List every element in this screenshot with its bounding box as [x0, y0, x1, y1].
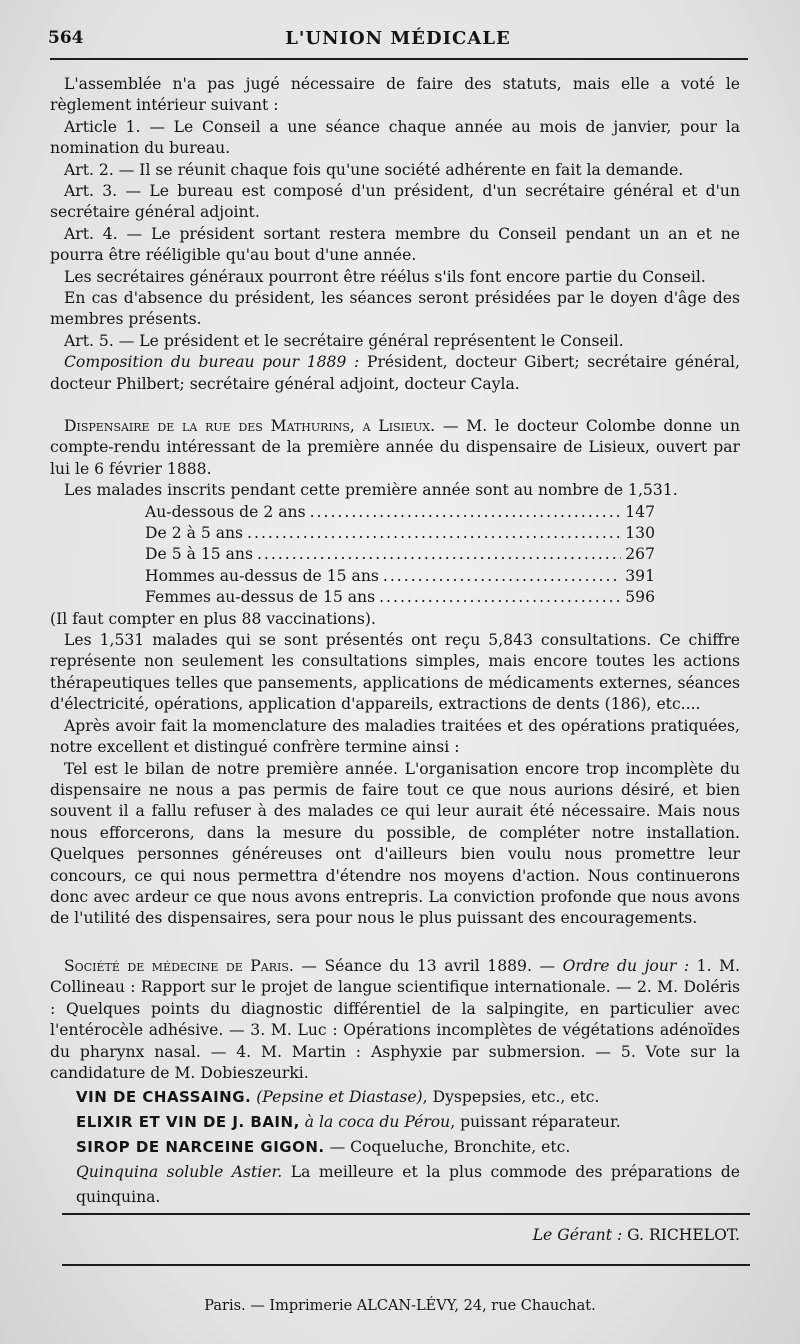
article-1: Article 1. — Le Conseil a une séance chaque année au mois de janvier, pour la nomination du bureau.: [50, 117, 740, 158]
ad-quinquina-astier: [76, 1160, 740, 1210]
gerant-name: G. RICHELOT.: [622, 1226, 740, 1244]
leader-dots: [379, 587, 621, 608]
vaccinations-note: (Il faut compter en plus 88 vaccinations).: [50, 609, 376, 628]
dispensaire-heading: Dispensaire de la rue des Mathurins, a Lisieux.: [64, 417, 436, 435]
ad-vin-chassaing: [76, 1085, 740, 1110]
bureau-label: Composition du bureau pour 1889 :: [64, 353, 360, 372]
stat-value: 267: [625, 545, 655, 564]
article-3: Art. 3. — Le bureau est composé d'un président, d'un secrétaire général et d'un secrétaire général adjoint.: [50, 182, 740, 222]
article-4: Art. 4. — Le président sortant restera membre du Conseil pendant un an et ne pourra être rééligible qu'au bout d'une année.: [50, 224, 740, 265]
printer-imprint: Paris. — Imprimerie ALCAN-LÉVY, 24, rue Chauchat.: [204, 1298, 596, 1314]
ad-elixir-bain: [76, 1110, 740, 1135]
ordre-label: Ordre du jour :: [562, 957, 690, 975]
stat-row: [145, 587, 655, 608]
stat-value: 391: [625, 566, 655, 585]
societe-heading: Société de médecine de Paris.: [64, 957, 294, 975]
ad-elixir-bain-title: ELIXIR ET VIN DE J. BAIN,: [76, 1113, 300, 1131]
stat-row: [145, 566, 655, 587]
societe-paragraph: [50, 956, 740, 1084]
stat-label: Hommes au-dessus de 15 ans: [145, 566, 379, 585]
leader-dots: [257, 544, 621, 565]
leader-dots: [310, 502, 622, 523]
ad-vin-chassaing-title: VIN DE CHASSAING.: [76, 1088, 252, 1106]
stat-value: 130: [625, 524, 655, 543]
page-number: 564: [48, 28, 84, 48]
footer-rule-bottom: [62, 1264, 750, 1266]
stat-label: De 2 à 5 ans: [145, 524, 244, 543]
ordre-text: 1. M. Collineau : Rapport sur le projet de langue scientifique internationale. — 2. M. Doléris : Quelques points du diagnostic différentiel de la salpingite, en particulier avec l'entérocèle adhésive. — 3. M. Luc : Opérations incomplètes de végétations adénoïdes du pharynx nasal. — 4. M. Martin : Asphyxie par submersion. — 5. Vote sur la candidature de M. Dobieszeurki.: [50, 957, 741, 1083]
page-header: [48, 28, 748, 52]
bureau-text: Président, docteur Gibert; secrétaire général, docteur Philbert; secrétaire général adjoint, docteur Cayla.: [50, 353, 740, 393]
dispensaire-total: Les malades inscrits pendant cette première année sont au nombre de 1,531.: [64, 481, 678, 500]
conseil-intro: L'assemblée n'a pas jugé nécessaire de faire des statuts, mais elle a voté le règlement intérieur suivant :: [50, 75, 740, 115]
reeligibles-paragraph: Les secrétaires généraux pourront être réélus s'ils font encore partie du Conseil.: [64, 267, 706, 286]
stat-label: Femmes au-dessus de 15 ans: [145, 588, 376, 607]
ad-elixir-bain-sub: à la coca du Pérou: [299, 1113, 451, 1131]
stat-value: 596: [625, 588, 655, 607]
leader-dots: [247, 523, 621, 544]
societe-section: [50, 956, 740, 1084]
ad-elixir-bain-text: , puissant réparateur.: [450, 1113, 621, 1131]
ad-vin-chassaing-text: , Dyspepsies, etc., etc.: [422, 1088, 600, 1106]
article-5: Art. 5. — Le président et le secrétaire général représentent le Conseil.: [64, 331, 624, 350]
stat-row: [145, 523, 655, 544]
gerant-signature: [533, 1226, 740, 1244]
ad-sirop-gigon-text: — Coqueluche, Bronchite, etc.: [324, 1138, 571, 1156]
footer-rule-top: [62, 1213, 750, 1215]
stat-value: 147: [625, 502, 655, 521]
stat-row: [145, 502, 655, 523]
gerant-label: Le Gérant :: [532, 1226, 623, 1244]
conseil-section: [50, 74, 740, 395]
ad-sirop-gigon-title: SIROP DE NARCEINE GIGON.: [76, 1138, 325, 1156]
bilan-paragraph: Tel est le bilan de notre première année. L'organisation encore trop incomplète du dispensaire ne nous a pas permis de faire tout ce que nous aurions désiré, et bien souvent il a fallu refuser à des malades ce qui leur aurait été nécessaire. Mais nous nous efforcerons, dans la mesure du possible, de compléter notre installation. Quelques personnes généreuses ont d'ailleurs bien voulu nous promettre leur concours, ce qui nous permettra d'étendre nos moyens d'action. Nous continuerons donc avec ardeur ce que nous avons entrepris. La conviction profonde que nous avons de l'utilité des dispensaires, sera pour nous le plus puissant des encouragements.: [50, 759, 740, 928]
ad-quinquina-text: La meilleure et la plus commode des préparations de quinquina.: [76, 1163, 741, 1206]
stat-label: De 5 à 15 ans: [145, 545, 253, 564]
ad-quinquina-title: Quinquina soluble Astier.: [76, 1163, 283, 1181]
ad-sirop-gigon: [76, 1135, 740, 1160]
consultations-paragraph: Les 1,531 malades qui se sont présentés ont reçu 5,843 consultations. Ce chiffre représente non seulement les consultations simples, mais encore toutes les actions thérapeutiques telles que pansements, applications de médicaments externes, séances d'électricité, opérations, application d'appareils, extractions de dents (186), etc....: [50, 631, 740, 714]
stat-label: Au-dessous de 2 ans: [145, 502, 306, 521]
stat-row: [145, 544, 655, 565]
article-2: Art. 2. — Il se réunit chaque fois qu'une société adhérente en fait la demande.: [64, 160, 684, 179]
absence-paragraph: En cas d'absence du président, les séances seront présidées par le doyen d'âge des membres présents.: [50, 289, 740, 329]
bureau-composition: [50, 352, 740, 395]
societe-seance: — Séance du 13 avril 1889. —: [293, 957, 563, 975]
header-rule: [50, 58, 748, 60]
leader-dots: [383, 566, 621, 587]
dispensaire-intro: [50, 416, 740, 480]
apres-paragraph: Après avoir fait la momenclature des maladies traitées et des opérations pratiquées, notre excellent et distingué confrère termine ainsi :: [50, 716, 740, 757]
dispensaire-section: [50, 416, 740, 930]
journal-title: L'UNION MÉDICALE: [285, 28, 511, 49]
ad-vin-chassaing-sub: (Pepsine et Diastase): [256, 1088, 423, 1106]
patient-stats-list: [50, 502, 740, 609]
dispensaire-intro-text: — M. le docteur Colombe donne un compte-rendu intéressant de la première année du dispensaire de Lisieux, ouvert par lui le 6 février 1888.: [50, 417, 740, 478]
advertisements: [76, 1085, 740, 1210]
